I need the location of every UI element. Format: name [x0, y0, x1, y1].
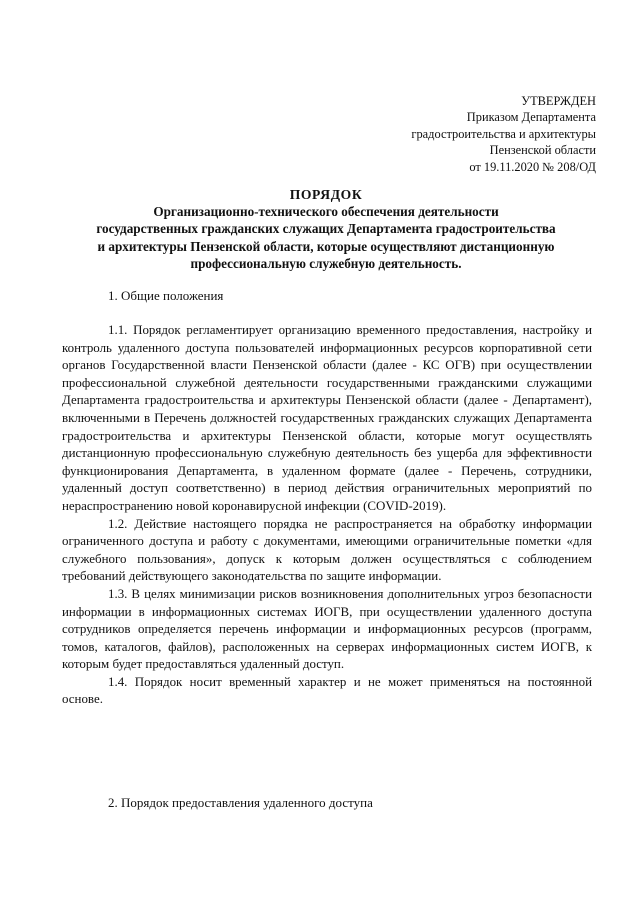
title-sub-line: и архитектуры Пензенской области, которые осуществляют дистанционную — [97, 238, 555, 254]
approval-stamp — [411, 93, 596, 175]
title-main: ПОРЯДОК — [289, 187, 363, 202]
paragraph-1-3: 1.3. В целях минимизации рисков возникновения дополнительных угроз безопасности информации в информационных системах ИОГВ, при осуществлении удаленного доступа сотрудников определяется перечень информации и информационных ресурсов (программ, томов, каталогов, файлов), расположенных на серверах информационных систем ИОГВ, к которым будет предоставляться удаленный доступ. — [62, 585, 592, 672]
paragraph-1-2: 1.2. Действие настоящего порядка не распространяется на обработку информации ограниченного доступа и работу с документами, имеющими ограничительные пометки «для служебного пользования», допуск к которым должен осуществляться с соблюдением требований действующего законодательства по защите информации. — [62, 515, 592, 584]
section-body-general — [62, 321, 592, 708]
approval-line: УТВЕРЖДЕН — [521, 94, 596, 108]
approval-line: градостроительства и архитектуры — [411, 126, 596, 141]
paragraph-1-1: 1.1. Порядок регламентирует организацию временного предоставления, настройку и контроль удаленного доступа пользователей информационных ресурсов корпоративной сети органов Государственной власти Пензенской области (далее - КС ОГВ) при осуществлении профессиональной служебной деятельности государственными гражданскими служащими Департамента градостроительства и архитектуры Пензенской области (далее - Департамент), включенными в Перечень должностей государственных гражданских служащих Департамента градостроительства и архитектуры Пензенской области, которые могут осуществлять дистанционную профессиональную служебную деятельность без ущерба для эффективности функционирования Департамента, в удаленном формате (далее - Перечень, сотрудники, удаленный доступ соответственно) в период действия ограничительных мероприятий по нераспространению новой коронавирусной инфекции (COVID-2019). — [62, 322, 592, 513]
approval-line: Пензенской области — [489, 143, 596, 158]
title-sub-line: Организационно-технического обеспечения деятельности — [153, 204, 499, 220]
title-sub-line: государственных гражданских служащих Департамента градостроительства — [96, 221, 556, 237]
title-sub-line: профессиональную служебную деятельность. — [190, 255, 462, 271]
approval-date-number: от 19.11.2020 № 208/ОД — [469, 159, 596, 174]
section-heading-remote-access: 2. Порядок предоставления удаленного доступа — [108, 795, 373, 810]
paragraph-1-4: 1.4. Порядок носит временный характер и не может применяться на постоянной основе. — [62, 673, 592, 707]
section-heading-general: 1. Общие положения — [108, 288, 224, 303]
approval-line: Приказом Департамента — [466, 110, 596, 125]
document-title — [62, 186, 590, 272]
